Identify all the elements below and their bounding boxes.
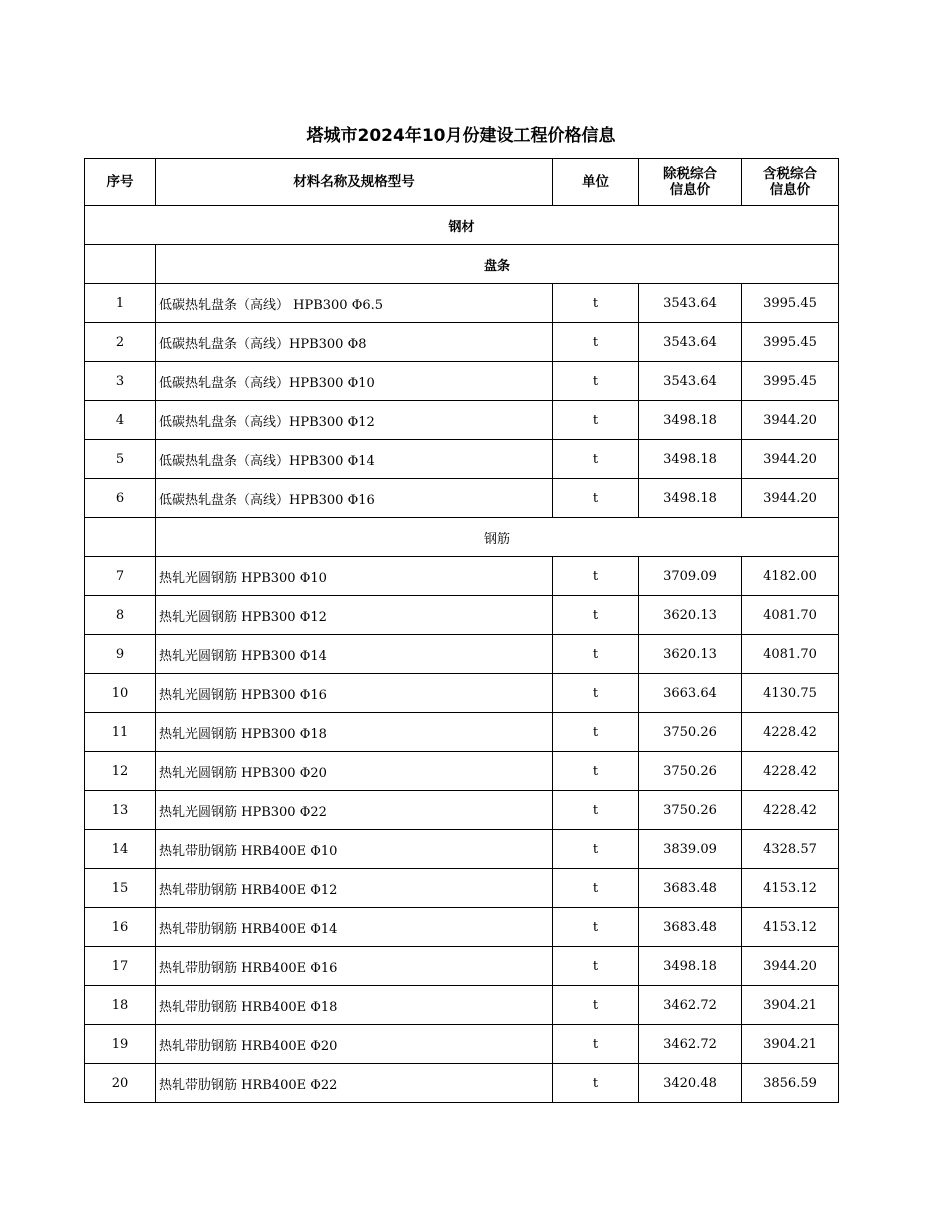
group-label-wire-rod: 盘条 [156,245,839,284]
row-seq: 20 [85,1064,156,1103]
row-price-ex-tax: 3683.48 [639,869,742,908]
row-unit: t [553,284,639,323]
row-seq: 16 [85,908,156,947]
row-name: 热轧光圆钢筋 HPB300 Φ20 [156,752,553,791]
row-seq: 6 [85,479,156,518]
row-seq: 2 [85,323,156,362]
row-seq: 3 [85,362,156,401]
row-price-ex-tax: 3543.64 [639,323,742,362]
row-unit: t [553,986,639,1025]
table-row [85,869,839,908]
row-price-ex-tax: 3750.26 [639,791,742,830]
row-unit: t [553,596,639,635]
group-empty-cell [85,518,156,557]
row-price-ex-tax: 3839.09 [639,830,742,869]
row-unit: t [553,713,639,752]
row-price-inc-tax: 4081.70 [742,635,839,674]
row-unit: t [553,869,639,908]
row-name: 热轧带肋钢筋 HRB400E Φ10 [156,830,553,869]
row-name: 低碳热轧盘条（高线）HPB300 Φ10 [156,362,553,401]
header-price-ex-tax-line2: 信息价 [669,182,711,198]
row-seq: 14 [85,830,156,869]
row-name: 热轧带肋钢筋 HRB400E Φ20 [156,1025,553,1064]
row-name: 热轧光圆钢筋 HPB300 Φ10 [156,557,553,596]
row-seq: 11 [85,713,156,752]
row-price-inc-tax: 4228.42 [742,791,839,830]
table-header-row [85,159,839,206]
row-name: 热轧带肋钢筋 HRB400E Φ12 [156,869,553,908]
row-price-inc-tax: 3904.21 [742,1025,839,1064]
row-unit: t [553,323,639,362]
table-row [85,947,839,986]
row-seq: 7 [85,557,156,596]
row-price-ex-tax: 3683.48 [639,908,742,947]
table-row [85,986,839,1025]
row-name: 低碳热轧盘条（高线） HPB300 Φ6.5 [156,284,553,323]
row-price-inc-tax: 4182.00 [742,557,839,596]
table-row [85,830,839,869]
header-unit: 单位 [553,159,639,206]
table-row [85,635,839,674]
group-row [85,245,839,284]
row-price-inc-tax: 3995.45 [742,323,839,362]
row-price-ex-tax: 3620.13 [639,635,742,674]
row-seq: 10 [85,674,156,713]
table-row [85,752,839,791]
row-unit: t [553,479,639,518]
table-row [85,362,839,401]
row-unit: t [553,830,639,869]
table-row [85,1064,839,1103]
group-empty-cell [85,245,156,284]
table-row [85,401,839,440]
table-row [85,674,839,713]
row-price-inc-tax: 3995.45 [742,362,839,401]
table-row [85,596,839,635]
row-name: 低碳热轧盘条（高线）HPB300 Φ12 [156,401,553,440]
header-price-inc-tax-line2: 信息价 [769,182,811,198]
row-seq: 4 [85,401,156,440]
row-price-ex-tax: 3498.18 [639,479,742,518]
row-name: 热轧光圆钢筋 HPB300 Φ22 [156,791,553,830]
table-row [85,557,839,596]
group-label-rebar: 钢筋 [156,518,839,557]
row-price-inc-tax: 3995.45 [742,284,839,323]
row-name: 热轧光圆钢筋 HPB300 Φ12 [156,596,553,635]
row-price-inc-tax: 4153.12 [742,869,839,908]
header-price-ex-tax [639,159,742,206]
row-price-ex-tax: 3498.18 [639,401,742,440]
category-label: 钢材 [85,206,839,245]
row-seq: 15 [85,869,156,908]
row-price-inc-tax: 3856.59 [742,1064,839,1103]
row-seq: 5 [85,440,156,479]
row-seq: 8 [85,596,156,635]
row-price-ex-tax: 3462.72 [639,1025,742,1064]
row-price-ex-tax: 3750.26 [639,752,742,791]
table-row [85,440,839,479]
row-name: 低碳热轧盘条（高线）HPB300 Φ16 [156,479,553,518]
row-price-ex-tax: 3498.18 [639,947,742,986]
row-unit: t [553,947,639,986]
row-price-inc-tax: 3944.20 [742,947,839,986]
header-price-ex-tax-line1: 除税综合 [663,166,717,182]
row-name: 热轧光圆钢筋 HPB300 Φ18 [156,713,553,752]
row-price-inc-tax: 3904.21 [742,986,839,1025]
category-row [85,206,839,245]
row-price-inc-tax: 3944.20 [742,479,839,518]
row-unit: t [553,635,639,674]
row-price-inc-tax: 4228.42 [742,713,839,752]
row-price-ex-tax: 3543.64 [639,362,742,401]
row-price-ex-tax: 3620.13 [639,596,742,635]
row-seq: 19 [85,1025,156,1064]
row-name: 低碳热轧盘条（高线）HPB300 Φ8 [156,323,553,362]
row-unit: t [553,908,639,947]
row-unit: t [553,1025,639,1064]
table-row [85,791,839,830]
row-seq: 17 [85,947,156,986]
row-price-inc-tax: 3944.20 [742,401,839,440]
table-row [85,284,839,323]
row-unit: t [553,674,639,713]
row-name: 热轧光圆钢筋 HPB300 Φ14 [156,635,553,674]
row-name: 热轧带肋钢筋 HRB400E Φ14 [156,908,553,947]
row-name: 热轧带肋钢筋 HRB400E Φ16 [156,947,553,986]
row-unit: t [553,1064,639,1103]
row-unit: t [553,401,639,440]
table-row [85,1025,839,1064]
row-name: 低碳热轧盘条（高线）HPB300 Φ14 [156,440,553,479]
row-name: 热轧光圆钢筋 HPB300 Φ16 [156,674,553,713]
row-name: 热轧带肋钢筋 HRB400E Φ18 [156,986,553,1025]
table-row [85,908,839,947]
row-price-inc-tax: 3944.20 [742,440,839,479]
table-row [85,479,839,518]
row-unit: t [553,791,639,830]
row-seq: 1 [85,284,156,323]
row-price-inc-tax: 4228.42 [742,752,839,791]
row-unit: t [553,362,639,401]
row-seq: 12 [85,752,156,791]
header-price-inc-tax-line1: 含税综合 [763,166,817,182]
row-price-ex-tax: 3498.18 [639,440,742,479]
row-unit: t [553,557,639,596]
row-price-ex-tax: 3663.64 [639,674,742,713]
row-name: 热轧带肋钢筋 HRB400E Φ22 [156,1064,553,1103]
row-price-inc-tax: 4130.75 [742,674,839,713]
row-seq: 18 [85,986,156,1025]
header-name: 材料名称及规格型号 [156,159,553,206]
row-unit: t [553,440,639,479]
row-price-inc-tax: 4153.12 [742,908,839,947]
page-title: 塔城市2024年10月份建设工程价格信息 [306,126,616,146]
row-price-ex-tax: 3709.09 [639,557,742,596]
row-seq: 9 [85,635,156,674]
header-seq: 序号 [85,159,156,206]
table-row [85,713,839,752]
row-price-inc-tax: 4328.57 [742,830,839,869]
row-price-ex-tax: 3462.72 [639,986,742,1025]
price-table [84,158,839,1103]
row-price-ex-tax: 3750.26 [639,713,742,752]
row-price-inc-tax: 4081.70 [742,596,839,635]
group-row [85,518,839,557]
row-unit: t [553,752,639,791]
row-price-ex-tax: 3543.64 [639,284,742,323]
table-row [85,323,839,362]
header-price-inc-tax [742,159,839,206]
row-seq: 13 [85,791,156,830]
row-price-ex-tax: 3420.48 [639,1064,742,1103]
